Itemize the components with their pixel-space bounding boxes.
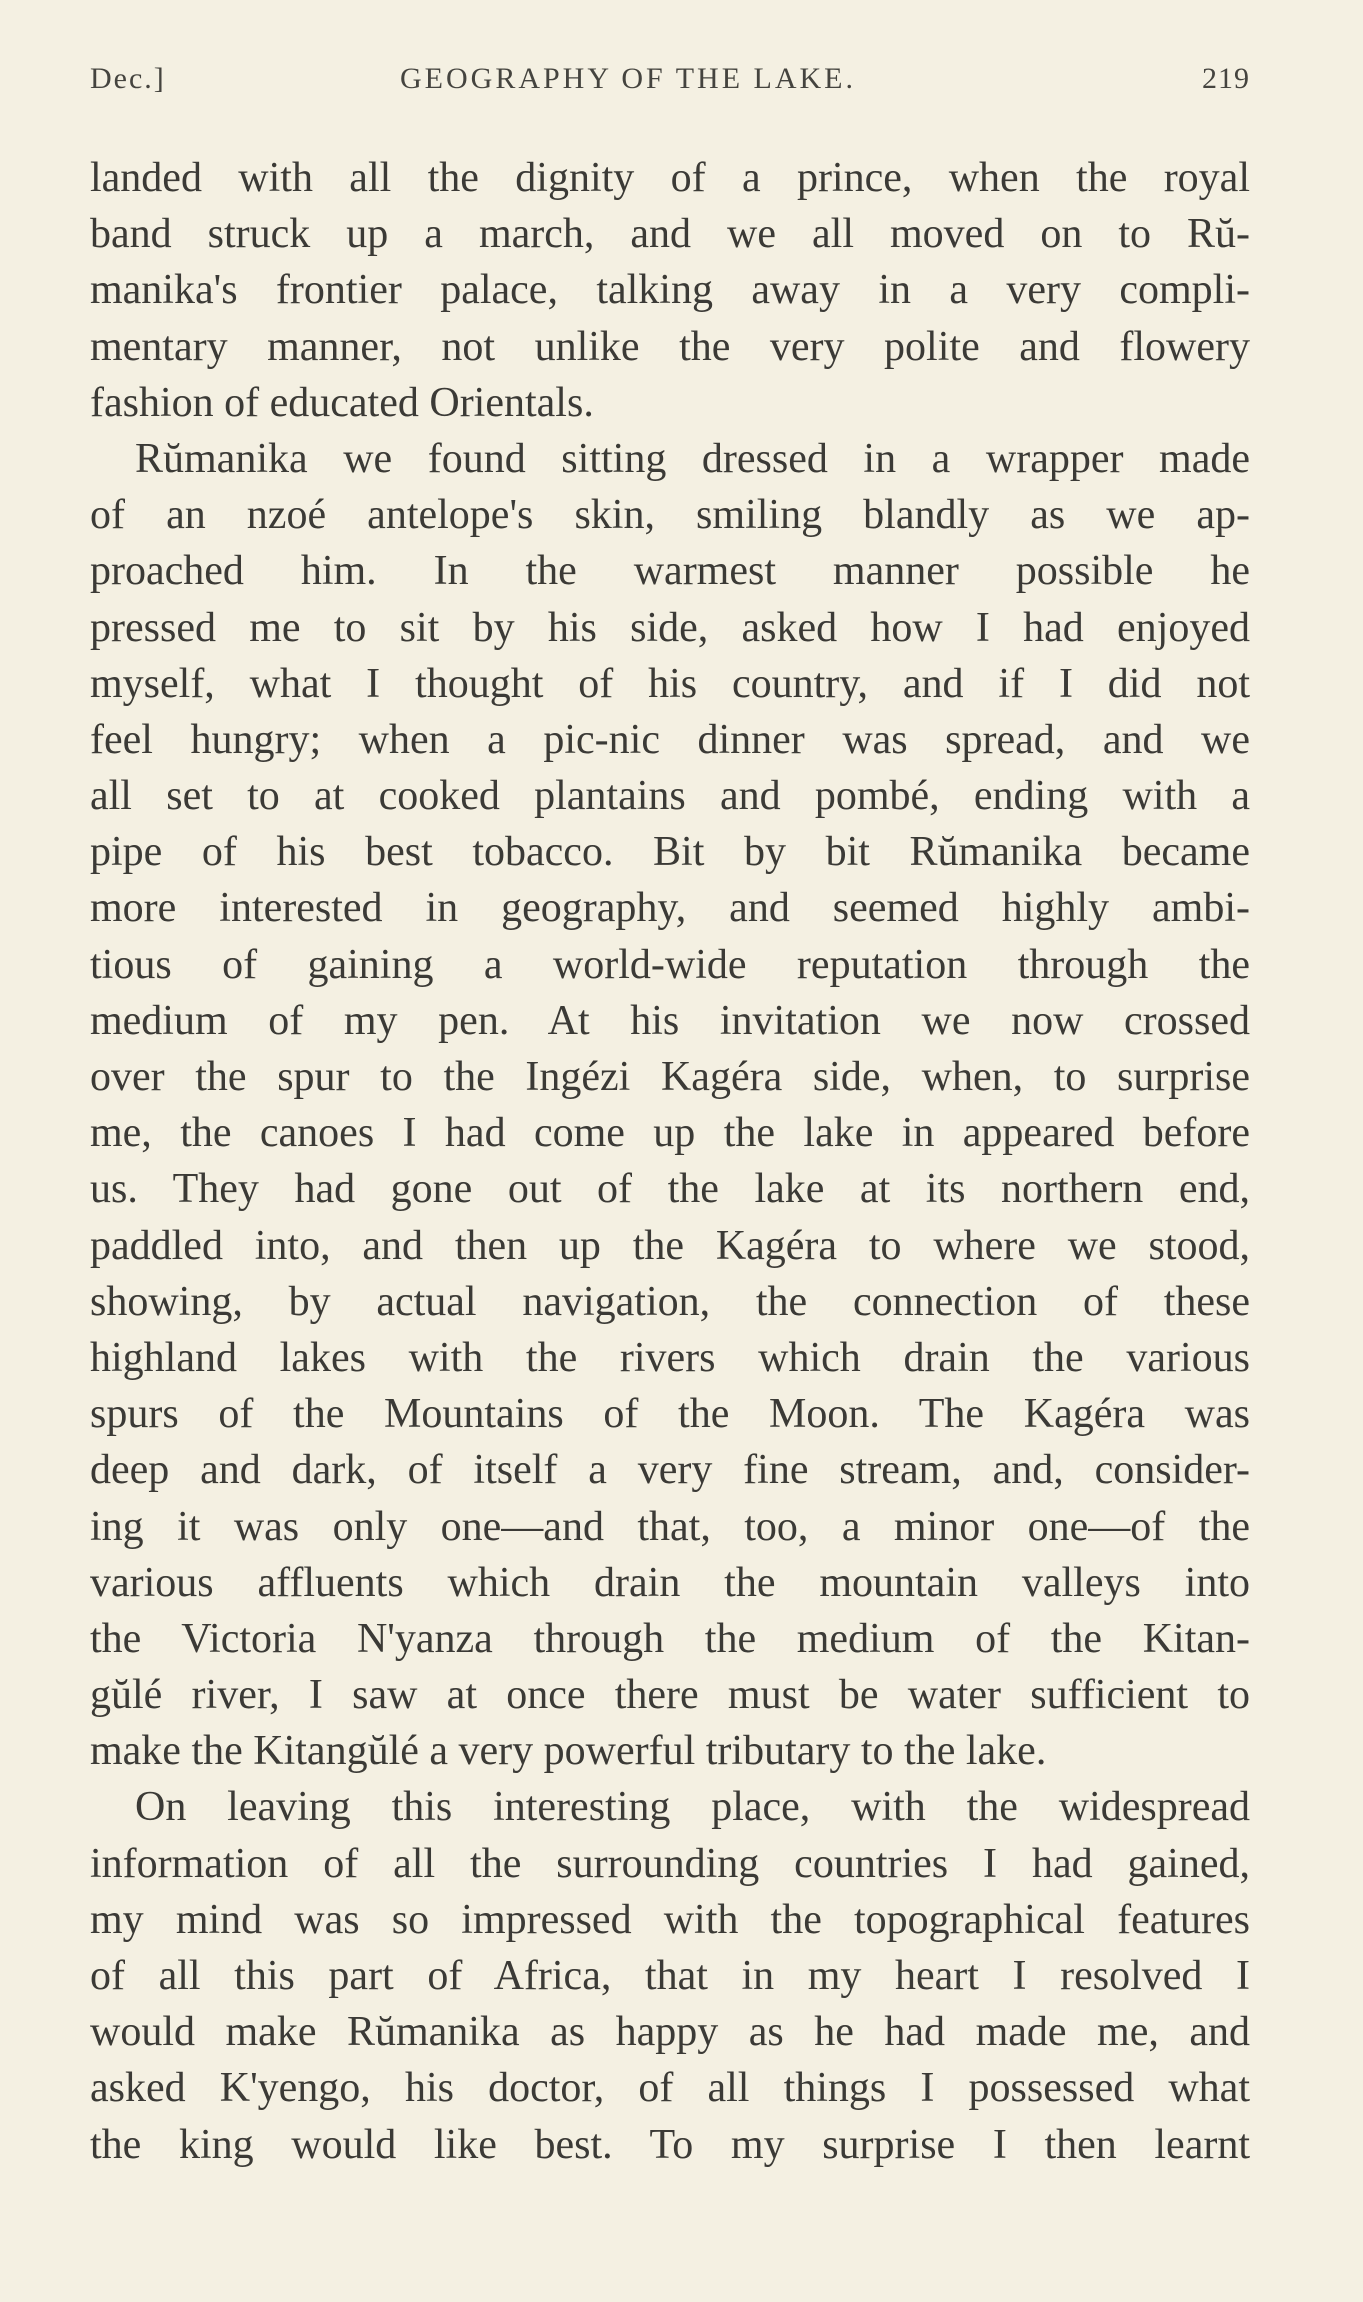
header-month: Dec.]	[90, 62, 166, 95]
text-line: landed with all the dignity of a prince, when the royal	[90, 155, 1250, 201]
text-line: my mind was so impressed with the topographical features	[90, 1896, 1250, 1943]
text-line: would make Rŭmanika as happy as he had made me, and	[90, 2009, 1250, 2056]
body-text	[90, 150, 1250, 2173]
text-line: various affluents which drain the mountain valleys into	[90, 1559, 1250, 1606]
text-line: proached him. In the warmest manner possible he	[90, 548, 1250, 595]
text-line: highland lakes with the rivers which drain the various	[90, 1334, 1250, 1381]
text-line: myself, what I thought of his country, and if I did not	[90, 660, 1250, 707]
text-line: fashion of educated Orientals.	[90, 379, 594, 426]
text-line: ing it was only one—and that, too, a minor one—of the	[90, 1503, 1250, 1550]
running-header	[90, 62, 1250, 112]
text-line: deep and dark, of itself a very fine stream, and, consider-	[90, 1447, 1250, 1494]
text-line: spurs of the Mountains of the Moon. The Kagéra was	[90, 1391, 1250, 1438]
text-line: pipe of his best tobacco. Bit by bit Rŭmanika became	[90, 829, 1250, 876]
text-line: information of all the surrounding countries I had gained,	[90, 1840, 1250, 1887]
text-line: medium of my pen. At his invitation we now crossed	[90, 997, 1250, 1044]
text-line: Rŭmanika we found sitting dressed in a wrapper made	[135, 435, 1250, 482]
header-title: GEOGRAPHY OF THE LAKE.	[400, 62, 856, 95]
text-line: showing, by actual navigation, the connection of these	[90, 1278, 1250, 1325]
text-line: me, the canoes I had come up the lake in appeared before	[90, 1110, 1250, 1157]
text-line: feel hungry; when a pic-nic dinner was spread, and we	[90, 716, 1250, 763]
text-line: make the Kitangŭlé a very powerful tributary to the lake.	[90, 1728, 1047, 1775]
text-line: tious of gaining a world-wide reputation through the	[90, 941, 1250, 988]
text-line: paddled into, and then up the Kagéra to where we stood,	[90, 1222, 1250, 1269]
text-line: the Victoria N'yanza through the medium of the Kitan-	[90, 1615, 1250, 1662]
text-line: On leaving this interesting place, with the widespread	[135, 1784, 1250, 1831]
book-page	[90, 62, 1250, 2173]
page-number: 219	[1202, 62, 1250, 95]
text-line: all set to at cooked plantains and pombé, ending with a	[90, 773, 1250, 820]
text-line: mentary manner, not unlike the very polite and flowery	[90, 323, 1250, 370]
text-line: over the spur to the Ingézi Kagéra side, when, to surprise	[90, 1054, 1250, 1100]
text-line: gŭlé river, I saw at once there must be water sufficient to	[90, 1672, 1250, 1719]
text-line: of all this part of Africa, that in my heart I resolved I	[90, 1953, 1250, 1999]
text-line: band struck up a march, and we all moved on to Rŭ-	[90, 211, 1250, 258]
text-line: more interested in geography, and seemed highly ambi-	[90, 885, 1250, 932]
text-line: manika's frontier palace, talking away in a very compli-	[90, 267, 1250, 314]
text-line: pressed me to sit by his side, asked how I had enjoyed	[90, 604, 1250, 651]
text-line: of an nzoé antelope's skin, smiling blandly as we ap-	[90, 492, 1250, 539]
text-line: asked K'yengo, his doctor, of all things I possessed what	[90, 2065, 1250, 2112]
text-line: the king would like best. To my surprise I then learnt	[90, 2121, 1250, 2168]
text-line: us. They had gone out of the lake at its northern end,	[90, 1166, 1250, 1213]
